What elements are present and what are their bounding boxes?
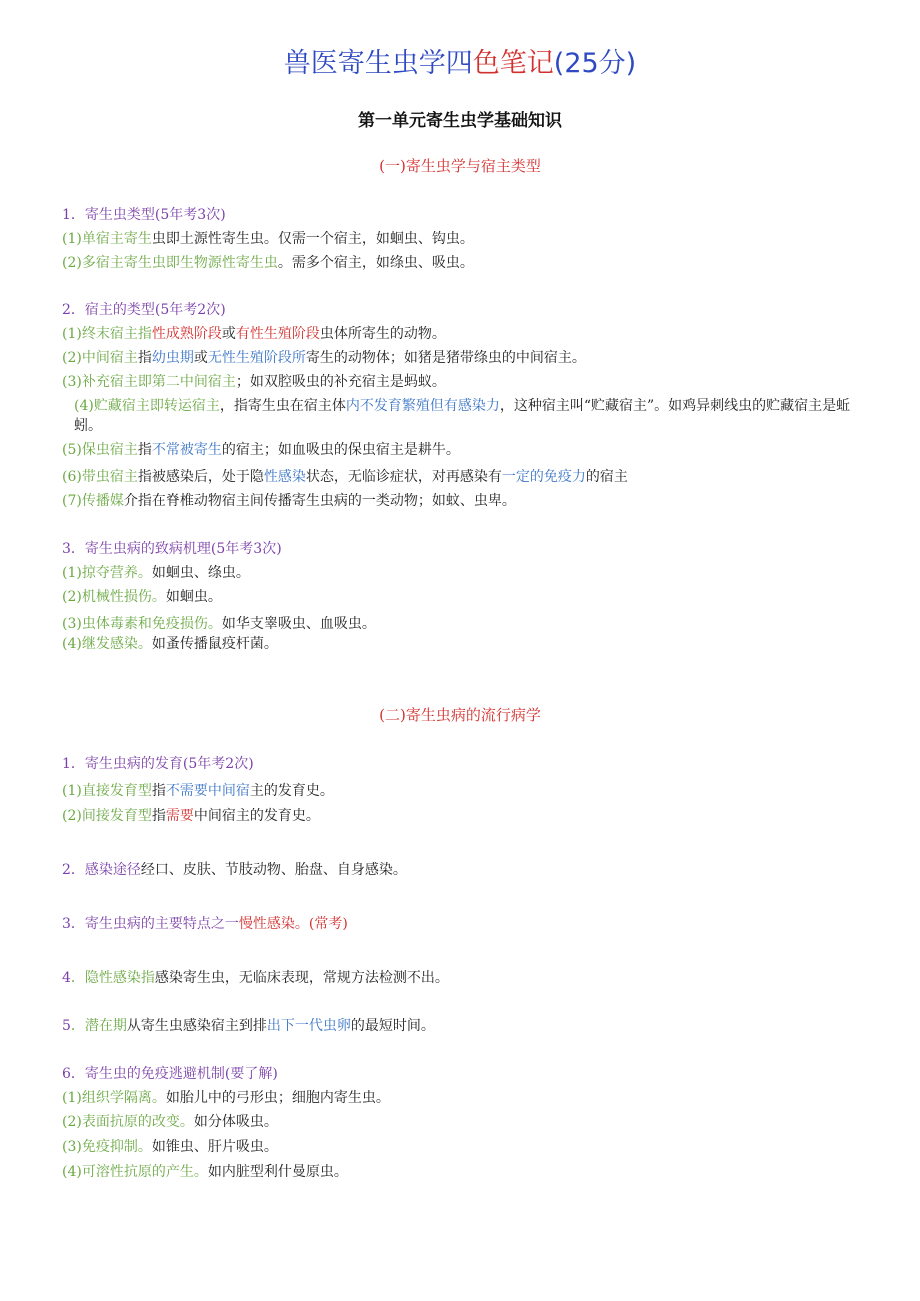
text-segment: (2)表面抗原的改变。 (62, 1114, 194, 1130)
unit-title: 第一单元寄生虫学基础知识 (358, 111, 562, 131)
text-segment: 从寄生虫感染宿主到排 (126, 1018, 267, 1034)
title-part-c: (25分) (553, 48, 637, 79)
text-segment: 或 (193, 350, 208, 366)
item-heading (62, 539, 852, 559)
list-item (62, 229, 852, 249)
text-segment: 不需要中间宿 (165, 783, 250, 799)
text-segment: 如蛔虫、绦虫。 (151, 565, 250, 581)
text-segment: 的宿主 (585, 469, 628, 485)
text-segment: ．隐性感染指 (70, 970, 155, 986)
text-segment: 指被感染后，处于隐 (137, 469, 264, 485)
list-item (62, 1162, 852, 1182)
text-segment: 3 (62, 541, 71, 557)
list-item (62, 968, 852, 988)
text-segment: 6 (62, 1066, 71, 1082)
title-part-b: 色笔记 (472, 48, 554, 79)
list-item (74, 396, 852, 436)
list-item (62, 1137, 852, 1157)
text-segment: 1 (62, 207, 71, 223)
list-item (62, 614, 852, 634)
text-segment: 状态，无临诊症状，对再感染有 (305, 469, 502, 485)
text-segment: (2)多宿主寄生虫即生物源性寄生虫 (62, 255, 278, 271)
text-segment: 2 (62, 302, 71, 318)
text-segment: 一定的免疫力 (501, 469, 586, 485)
text-segment: (4)可溶性抗原的产生。 (62, 1164, 208, 1180)
text-segment: 如蚤传播鼠疫杆菌。 (151, 636, 278, 652)
text-segment: 。仅需一个宿主，如蛔虫、钩虫。 (263, 231, 474, 247)
text-segment: ．感染途径 (70, 862, 141, 878)
text-segment: 有性生殖阶段 (235, 326, 320, 342)
list-item (62, 587, 852, 607)
list-item (62, 1016, 852, 1036)
text-segment: ；如双腔吸虫的补充宿主是蚂蚁。 (235, 374, 446, 390)
text-segment: 或 (221, 326, 236, 342)
text-segment: 指 (137, 350, 152, 366)
list-item (62, 467, 852, 487)
text-segment: 1 (62, 756, 71, 772)
text-segment: (1)单宿主寄生 (62, 231, 152, 247)
text-segment: 4 (62, 970, 71, 986)
list-item (62, 372, 852, 392)
text-segment: 的宿主；如血吸虫的保虫宿主是耕牛。 (221, 442, 460, 458)
text-segment: 中间宿主的发育史。 (193, 808, 320, 824)
text-segment: (7)传播媒 (62, 493, 124, 509)
text-segment: (2)间接发育型 (62, 808, 152, 824)
text-segment: (2)机械性损伤。 (62, 589, 166, 605)
text-segment: 感染寄生虫，无临床表现，常规方法检测不出。 (154, 970, 449, 986)
title-part-a: 兽医寄生虫学四 (283, 48, 473, 79)
text-segment: 如蛔虫。 (165, 589, 222, 605)
text-segment: 慢性感染。(常考) (238, 916, 348, 932)
item-heading (62, 1064, 852, 1084)
item-heading (62, 300, 852, 320)
text-segment: 3 (62, 916, 71, 932)
text-segment: 指 (151, 808, 166, 824)
list-item (62, 781, 852, 801)
section-1-title: (一)寄生虫学与宿主类型 (379, 157, 541, 175)
document-title (0, 44, 920, 84)
text-segment: (2)中间宿主 (62, 350, 138, 366)
section-2-title: (二)寄生虫病的流行病学 (379, 706, 541, 724)
list-item (62, 634, 852, 654)
item-heading (62, 205, 852, 225)
text-segment: 如华支睾吸虫、血吸虫。 (221, 616, 376, 632)
text-segment: (3)免疫抑制。 (62, 1139, 152, 1155)
text-segment: (1)组织学隔离。 (62, 1090, 166, 1106)
text-segment: 经口、皮肤、节肢动物、胎盘、自身感染。 (140, 862, 407, 878)
text-segment: 的最短时间。 (350, 1018, 435, 1034)
text-segment: (1)终末宿主指 (62, 326, 152, 342)
text-segment: (1)直接发育型 (62, 783, 152, 799)
text-segment: 幼虫期 (151, 350, 194, 366)
text-segment: ．寄生虫病的致病机理(5年考3次) (70, 541, 282, 557)
text-segment: (4)贮藏宿主即转运宿主 (74, 398, 220, 414)
list-item (62, 563, 852, 583)
list-item (62, 914, 852, 934)
text-segment: 内不发育繁殖但有感染力 (345, 398, 500, 414)
text-segment: ．寄生虫病的主要特点之一 (70, 916, 239, 932)
text-segment: ，这种宿主叫“贮藏宿主”。如鸡异刺线虫的贮藏宿主是蚯蚓。 (74, 398, 851, 434)
text-segment: 需要 (165, 808, 194, 824)
list-item (62, 324, 852, 344)
text-segment: (3)虫体毒素和免疫损伤。 (62, 616, 222, 632)
text-segment: 如分体吸虫。 (193, 1114, 278, 1130)
text-segment: ．潜在期 (70, 1018, 127, 1034)
item-heading (62, 754, 852, 774)
text-segment: (5)保虫宿主 (62, 442, 138, 458)
list-item (62, 860, 852, 880)
text-segment: (6)带虫宿主 (62, 469, 138, 485)
text-segment: 性感染 (263, 469, 306, 485)
text-segment: 指 (151, 783, 166, 799)
text-segment: ．寄生虫病的发育(5年考2次) (70, 756, 254, 772)
list-item (62, 253, 852, 273)
text-segment: 不常被寄生 (151, 442, 222, 458)
text-segment: 指 (137, 442, 152, 458)
text-segment: 出下一代虫卵 (266, 1018, 351, 1034)
text-segment: 2 (62, 862, 71, 878)
text-segment: ．寄生虫类型(5年考3次) (70, 207, 226, 223)
text-segment: 主的发育史。 (249, 783, 334, 799)
text-segment: 如锥虫、肝片吸虫。 (151, 1139, 278, 1155)
text-segment: (3)补充宿主即第二中间宿主 (62, 374, 236, 390)
text-segment: (4)继发感染。 (62, 636, 152, 652)
text-segment: 寄生的动物体；如猪是猪带绦虫的中间宿主。 (305, 350, 586, 366)
text-segment: (1)掠夺营养。 (62, 565, 152, 581)
text-segment: 无性生殖阶段所 (207, 350, 306, 366)
text-segment: 性成熟阶段 (151, 326, 222, 342)
text-segment: 。需多个宿主，如绦虫、吸虫。 (277, 255, 474, 271)
text-segment: ．宿主的类型(5年考2次) (70, 302, 226, 318)
text-segment: 如内脏型利什曼原虫。 (207, 1164, 348, 1180)
text-segment: ，指寄生虫在宿主体 (219, 398, 346, 414)
text-segment: 虫即土源性寄生虫 (151, 231, 264, 247)
list-item (62, 491, 852, 511)
list-item (62, 1088, 852, 1108)
text-segment: ．寄生虫的免疫逃避机制(要了解) (70, 1066, 278, 1082)
text-segment: 介指在脊椎动物宿主间传播寄生虫病的一类动物；如蚊、虫卑。 (123, 493, 516, 509)
text-segment: 如胎儿中的弓形虫；细胞内寄生虫。 (165, 1090, 390, 1106)
text-segment: 5 (62, 1018, 71, 1034)
list-item (62, 348, 852, 368)
list-item (62, 806, 852, 826)
text-segment: 虫体所寄生的动物。 (319, 326, 446, 342)
list-item (62, 440, 852, 460)
list-item (62, 1112, 852, 1132)
